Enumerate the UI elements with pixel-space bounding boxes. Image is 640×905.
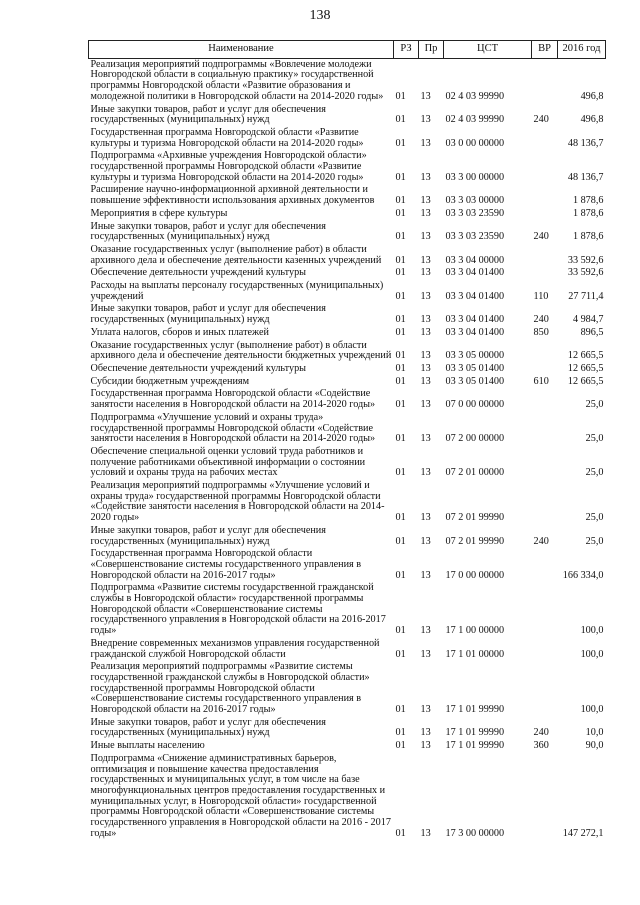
header-name: Наименование: [89, 41, 394, 59]
cell-rz: 01: [395, 171, 406, 183]
cell-vr: [532, 548, 558, 582]
cell-sum: 27 711,4: [568, 290, 604, 302]
cell-sum: 100,0: [580, 648, 604, 660]
cell-sum: 1 878,6: [572, 231, 604, 243]
cell-csr: 07 0 00 00000: [445, 399, 505, 411]
cell-vr: [532, 244, 558, 267]
table-row: [89, 376, 606, 389]
cell-sum: 4 984,7: [572, 314, 604, 326]
cell-csr: 07 2 01 99990: [445, 535, 505, 547]
table-row: [89, 244, 606, 267]
table-row: [89, 412, 606, 446]
cell-name: Обеспечение деятельности учреждений культуры: [90, 267, 307, 279]
table-row: [89, 127, 606, 150]
header-rz: РЗ: [394, 41, 419, 59]
cell-vr: 610: [533, 375, 549, 387]
cell-csr: 17 1 01 99990: [445, 704, 505, 716]
cell-pr: 13: [420, 314, 431, 326]
cell-sum: 33 592,6: [567, 267, 604, 279]
cell-sum: 48 136,7: [567, 171, 604, 183]
header-vr: ВР: [532, 41, 558, 59]
cell-rz: 01: [395, 195, 406, 207]
cell-csr: 02 4 03 99990: [445, 114, 505, 126]
cell-rz: 01: [395, 267, 406, 279]
table-row: [89, 58, 606, 103]
cell-name: Мероприятия в сфере культуры: [90, 207, 228, 219]
cell-csr: 17 0 00 00000: [445, 569, 505, 581]
cell-vr: [532, 480, 558, 525]
cell-rz: 01: [395, 569, 406, 581]
cell-vr: 110: [533, 290, 549, 302]
cell-rz: 01: [395, 704, 406, 716]
cell-vr: [532, 208, 558, 221]
cell-sum: 25,0: [585, 535, 604, 547]
table-row: [89, 740, 606, 753]
cell-name: Иные закупки товаров, работ и услуг для обеспечения государственных (муниципальных) нужд: [90, 524, 326, 547]
header-pr: Пр: [419, 41, 444, 59]
cell-name: Государственная программа Новгородской области «Развитие культуры и туризма Новгородской области на 2014-2020 годы»: [90, 126, 364, 149]
cell-pr: 13: [420, 375, 431, 387]
table-row: [89, 327, 606, 340]
cell-name: Иные закупки товаров, работ и услуг для обеспечения государственных (муниципальных) нужд: [90, 303, 326, 326]
cell-pr: 13: [420, 827, 431, 839]
cell-rz: 01: [395, 114, 406, 126]
cell-csr: 03 3 05 01400: [445, 362, 505, 374]
cell-name: Уплата налогов, сборов и иных платежей: [90, 326, 269, 338]
cell-vr: 240: [533, 114, 549, 126]
cell-csr: 17 1 00 00000: [445, 625, 505, 637]
cell-sum: 25,0: [585, 433, 604, 445]
table-header-row: [89, 41, 606, 59]
cell-name: Реализация мероприятий подпрограммы «Развитие системы государственной гражданской службы в Новгородской области» государственной программы Новгородской области «Совершенствование системы государственного управления в Новгородской области на 2016-2017 годы»: [90, 661, 370, 716]
cell-rz: 01: [395, 512, 406, 524]
cell-rz: 01: [395, 362, 406, 374]
cell-rz: 01: [395, 326, 406, 338]
table-row: [89, 582, 606, 638]
page-number: 138: [309, 8, 331, 23]
table-row: [89, 303, 606, 326]
cell-csr: 03 3 04 01400: [445, 326, 505, 338]
cell-name: Реализация мероприятий подпрограммы «Вовлечение молодежи Новгородской области в социальную практику» государственной программы Новгородской области «Развитие образования и молодежной политики в Новгородской области на 2014-2020 годы»: [90, 58, 384, 102]
table-row: [89, 446, 606, 480]
cell-pr: 13: [420, 704, 431, 716]
table-row: [89, 340, 606, 363]
cell-name: Иные закупки товаров, работ и услуг для обеспечения государственных (муниципальных) нужд: [90, 220, 326, 243]
table-row: [89, 150, 606, 184]
cell-sum: 1 878,6: [572, 195, 604, 207]
cell-vr: 240: [533, 727, 549, 739]
cell-name: Оказание государственных услуг (выполнение работ) в области архивного дела и обеспечение деятельности бюджетных учреждений: [90, 339, 392, 362]
cell-csr: 03 3 00 00000: [445, 171, 505, 183]
cell-vr: [532, 340, 558, 363]
cell-sum: 100,0: [580, 625, 604, 637]
cell-pr: 13: [420, 231, 431, 243]
cell-csr: 07 2 01 99990: [445, 512, 505, 524]
cell-vr: 850: [533, 326, 549, 338]
cell-rz: 01: [395, 350, 406, 362]
cell-rz: 01: [395, 314, 406, 326]
cell-sum: 48 136,7: [567, 137, 604, 149]
cell-pr: 13: [420, 207, 431, 219]
table-row: [89, 717, 606, 740]
cell-sum: 166 334,0: [562, 569, 604, 581]
cell-csr: 07 2 00 00000: [445, 433, 505, 445]
cell-rz: 01: [395, 375, 406, 387]
cell-name: Иные закупки товаров, работ и услуг для обеспечения государственных (муниципальных) нужд: [90, 716, 326, 739]
cell-pr: 13: [420, 326, 431, 338]
cell-rz: 01: [395, 740, 406, 752]
cell-rz: 01: [395, 827, 406, 839]
cell-sum: 25,0: [585, 512, 604, 524]
cell-vr: 240: [533, 535, 549, 547]
cell-rz: 01: [395, 290, 406, 302]
cell-vr: [532, 388, 558, 411]
cell-sum: 1 878,6: [572, 207, 604, 219]
table-body: [89, 58, 606, 840]
cell-pr: 13: [420, 727, 431, 739]
cell-pr: 13: [420, 290, 431, 302]
cell-vr: [532, 753, 558, 841]
table-row: [89, 661, 606, 717]
cell-pr: 13: [420, 254, 431, 266]
cell-vr: [532, 150, 558, 184]
cell-pr: 13: [420, 399, 431, 411]
table-row: [89, 221, 606, 244]
cell-vr: 240: [533, 231, 549, 243]
cell-csr: 17 3 00 00000: [445, 827, 505, 839]
table-row: [89, 208, 606, 221]
cell-sum: 33 592,6: [567, 254, 604, 266]
cell-vr: 240: [533, 314, 549, 326]
cell-pr: 13: [420, 535, 431, 547]
cell-pr: 13: [420, 114, 431, 126]
cell-csr: 17 1 01 99990: [445, 727, 505, 739]
cell-name: Подпрограмма «Снижение административных барьеров, оптимизация и повышение качества предоставления государственных и муниципальных услуг, в том числе на базе многофункциональных центров предоставления государственных и муниципальных услуг, в Новгородской области» государственной программы Новгородской области «Совершенствование системы государственного управления в Новгородской области на 2016 - 2017 годы»: [90, 752, 391, 839]
cell-csr: 03 3 03 23590: [445, 207, 505, 219]
table-row: [89, 480, 606, 525]
cell-name: Расходы на выплаты персоналу государственных (муниципальных) учреждений: [90, 280, 384, 302]
cell-sum: 25,0: [585, 467, 604, 479]
cell-rz: 01: [395, 625, 406, 637]
cell-vr: [532, 582, 558, 638]
cell-sum: 12 665,5: [567, 350, 604, 362]
cell-pr: 13: [420, 648, 431, 660]
cell-rz: 01: [395, 207, 406, 219]
cell-vr: [532, 363, 558, 376]
cell-pr: 13: [420, 467, 431, 479]
cell-csr: 03 3 04 00000: [445, 254, 505, 266]
cell-pr: 13: [420, 267, 431, 279]
cell-rz: 01: [395, 137, 406, 149]
cell-rz: 01: [395, 254, 406, 266]
cell-vr: [532, 58, 558, 103]
table-row: [89, 184, 606, 207]
cell-pr: 13: [420, 90, 431, 102]
cell-csr: 03 3 05 01400: [445, 375, 505, 387]
cell-name: Субсидии бюджетным учреждениям: [90, 375, 250, 387]
cell-csr: 03 0 00 00000: [445, 137, 505, 149]
cell-rz: 01: [395, 433, 406, 445]
cell-pr: 13: [420, 350, 431, 362]
cell-vr: [532, 446, 558, 480]
cell-rz: 01: [395, 231, 406, 243]
cell-csr: 03 3 03 00000: [445, 195, 505, 207]
cell-name: Расширение научно-информационной архивной деятельности и повышение эффективности использования архивных документов: [90, 184, 375, 207]
cell-pr: 13: [420, 433, 431, 445]
cell-name: Подпрограмма «Улучшение условий и охраны труда» государственной программы Новгородской области «Содействие занятости населения в Новгородской области на 2014-2020 годы»: [90, 411, 376, 445]
cell-name: Внедрение современных механизмов управления государственной гражданской службой Новгородской области: [90, 637, 380, 660]
header-csr: ЦСТ: [444, 41, 532, 59]
cell-rz: 01: [395, 467, 406, 479]
cell-csr: 03 3 04 01400: [445, 267, 505, 279]
cell-pr: 13: [420, 740, 431, 752]
cell-rz: 01: [395, 90, 406, 102]
cell-rz: 01: [395, 535, 406, 547]
cell-sum: 496,8: [580, 90, 604, 102]
cell-pr: 13: [420, 137, 431, 149]
cell-sum: 12 665,5: [567, 375, 604, 387]
cell-sum: 147 272,1: [562, 827, 604, 839]
cell-name: Иные выплаты населению: [90, 740, 205, 752]
table-row: [89, 753, 606, 841]
cell-pr: 13: [420, 195, 431, 207]
cell-name: Обеспечение специальной оценки условий труда работников и получение работниками объективной информации о состоянии условий и охраны труда на рабочих местах: [90, 445, 366, 479]
cell-name: Обеспечение деятельности учреждений культуры: [90, 362, 307, 374]
cell-csr: 03 3 04 01400: [445, 290, 505, 302]
cell-csr: 07 2 01 00000: [445, 467, 505, 479]
cell-name: Реализация мероприятий подпрограммы «Улучшение условий и охраны труда» государственной программы Новгородской области «Содействие занятости населения в Новгородской области на 2014-2020 годы»: [90, 480, 385, 524]
cell-name: Подпрограмма «Архивные учреждения Новгородской области» государственной программы Новгородской области «Развитие культуры и туризма Новгородской области на 2014-2020 годы»: [90, 150, 367, 183]
table-row: [89, 525, 606, 548]
cell-vr: [532, 412, 558, 446]
cell-csr: 03 3 04 01400: [445, 314, 505, 326]
cell-csr: 17 1 01 00000: [445, 648, 505, 660]
cell-sum: 496,8: [580, 114, 604, 126]
cell-vr: [532, 661, 558, 717]
cell-name: Иные закупки товаров, работ и услуг для обеспечения государственных (муниципальных) нужд: [90, 103, 326, 126]
cell-name: Государственная программа Новгородской области «Содействие занятости населения в Новгородской области на 2014-2020 годы»: [90, 388, 376, 411]
table-row: [89, 548, 606, 582]
cell-name: Оказание государственных услуг (выполнение работ) в области архивного дела и обеспечение деятельности казенных учреждений: [90, 243, 382, 266]
table-row: [89, 638, 606, 661]
cell-csr: 03 3 03 23590: [445, 231, 505, 243]
cell-name: Государственная программа Новгородской области «Совершенствование системы государственного управления в Новгородской области на 2016-2017 годы»: [90, 548, 362, 581]
cell-sum: 25,0: [585, 399, 604, 411]
cell-pr: 13: [420, 362, 431, 374]
cell-rz: 01: [395, 648, 406, 660]
cell-csr: 17 1 01 99990: [445, 740, 505, 752]
cell-pr: 13: [420, 625, 431, 637]
cell-name: Подпрограмма «Развитие системы государственной гражданской службы в Новгородской области» государственной программы Новгородской области «Совершенствование системы государственного управления в Новгородской области на 2016-2017 годы»: [90, 582, 386, 637]
table-row: [89, 363, 606, 376]
cell-vr: 360: [533, 740, 549, 752]
table-row: [89, 104, 606, 127]
cell-vr: [532, 638, 558, 661]
budget-table: [88, 40, 606, 841]
cell-sum: 896,5: [580, 326, 604, 338]
table-row: [89, 388, 606, 411]
cell-rz: 01: [395, 727, 406, 739]
table-row: [89, 280, 606, 303]
cell-pr: 13: [420, 512, 431, 524]
cell-rz: 01: [395, 399, 406, 411]
cell-vr: [532, 127, 558, 150]
cell-sum: 100,0: [580, 704, 604, 716]
table-row: [89, 267, 606, 280]
cell-pr: 13: [420, 171, 431, 183]
cell-vr: [532, 267, 558, 280]
cell-pr: 13: [420, 569, 431, 581]
cell-sum: 90,0: [585, 740, 604, 752]
cell-vr: [532, 184, 558, 207]
cell-sum: 12 665,5: [567, 362, 604, 374]
header-year: 2016 год: [558, 41, 606, 59]
cell-sum: 10,0: [585, 727, 604, 739]
cell-csr: 03 3 05 00000: [445, 350, 505, 362]
cell-csr: 02 4 03 99990: [445, 90, 505, 102]
